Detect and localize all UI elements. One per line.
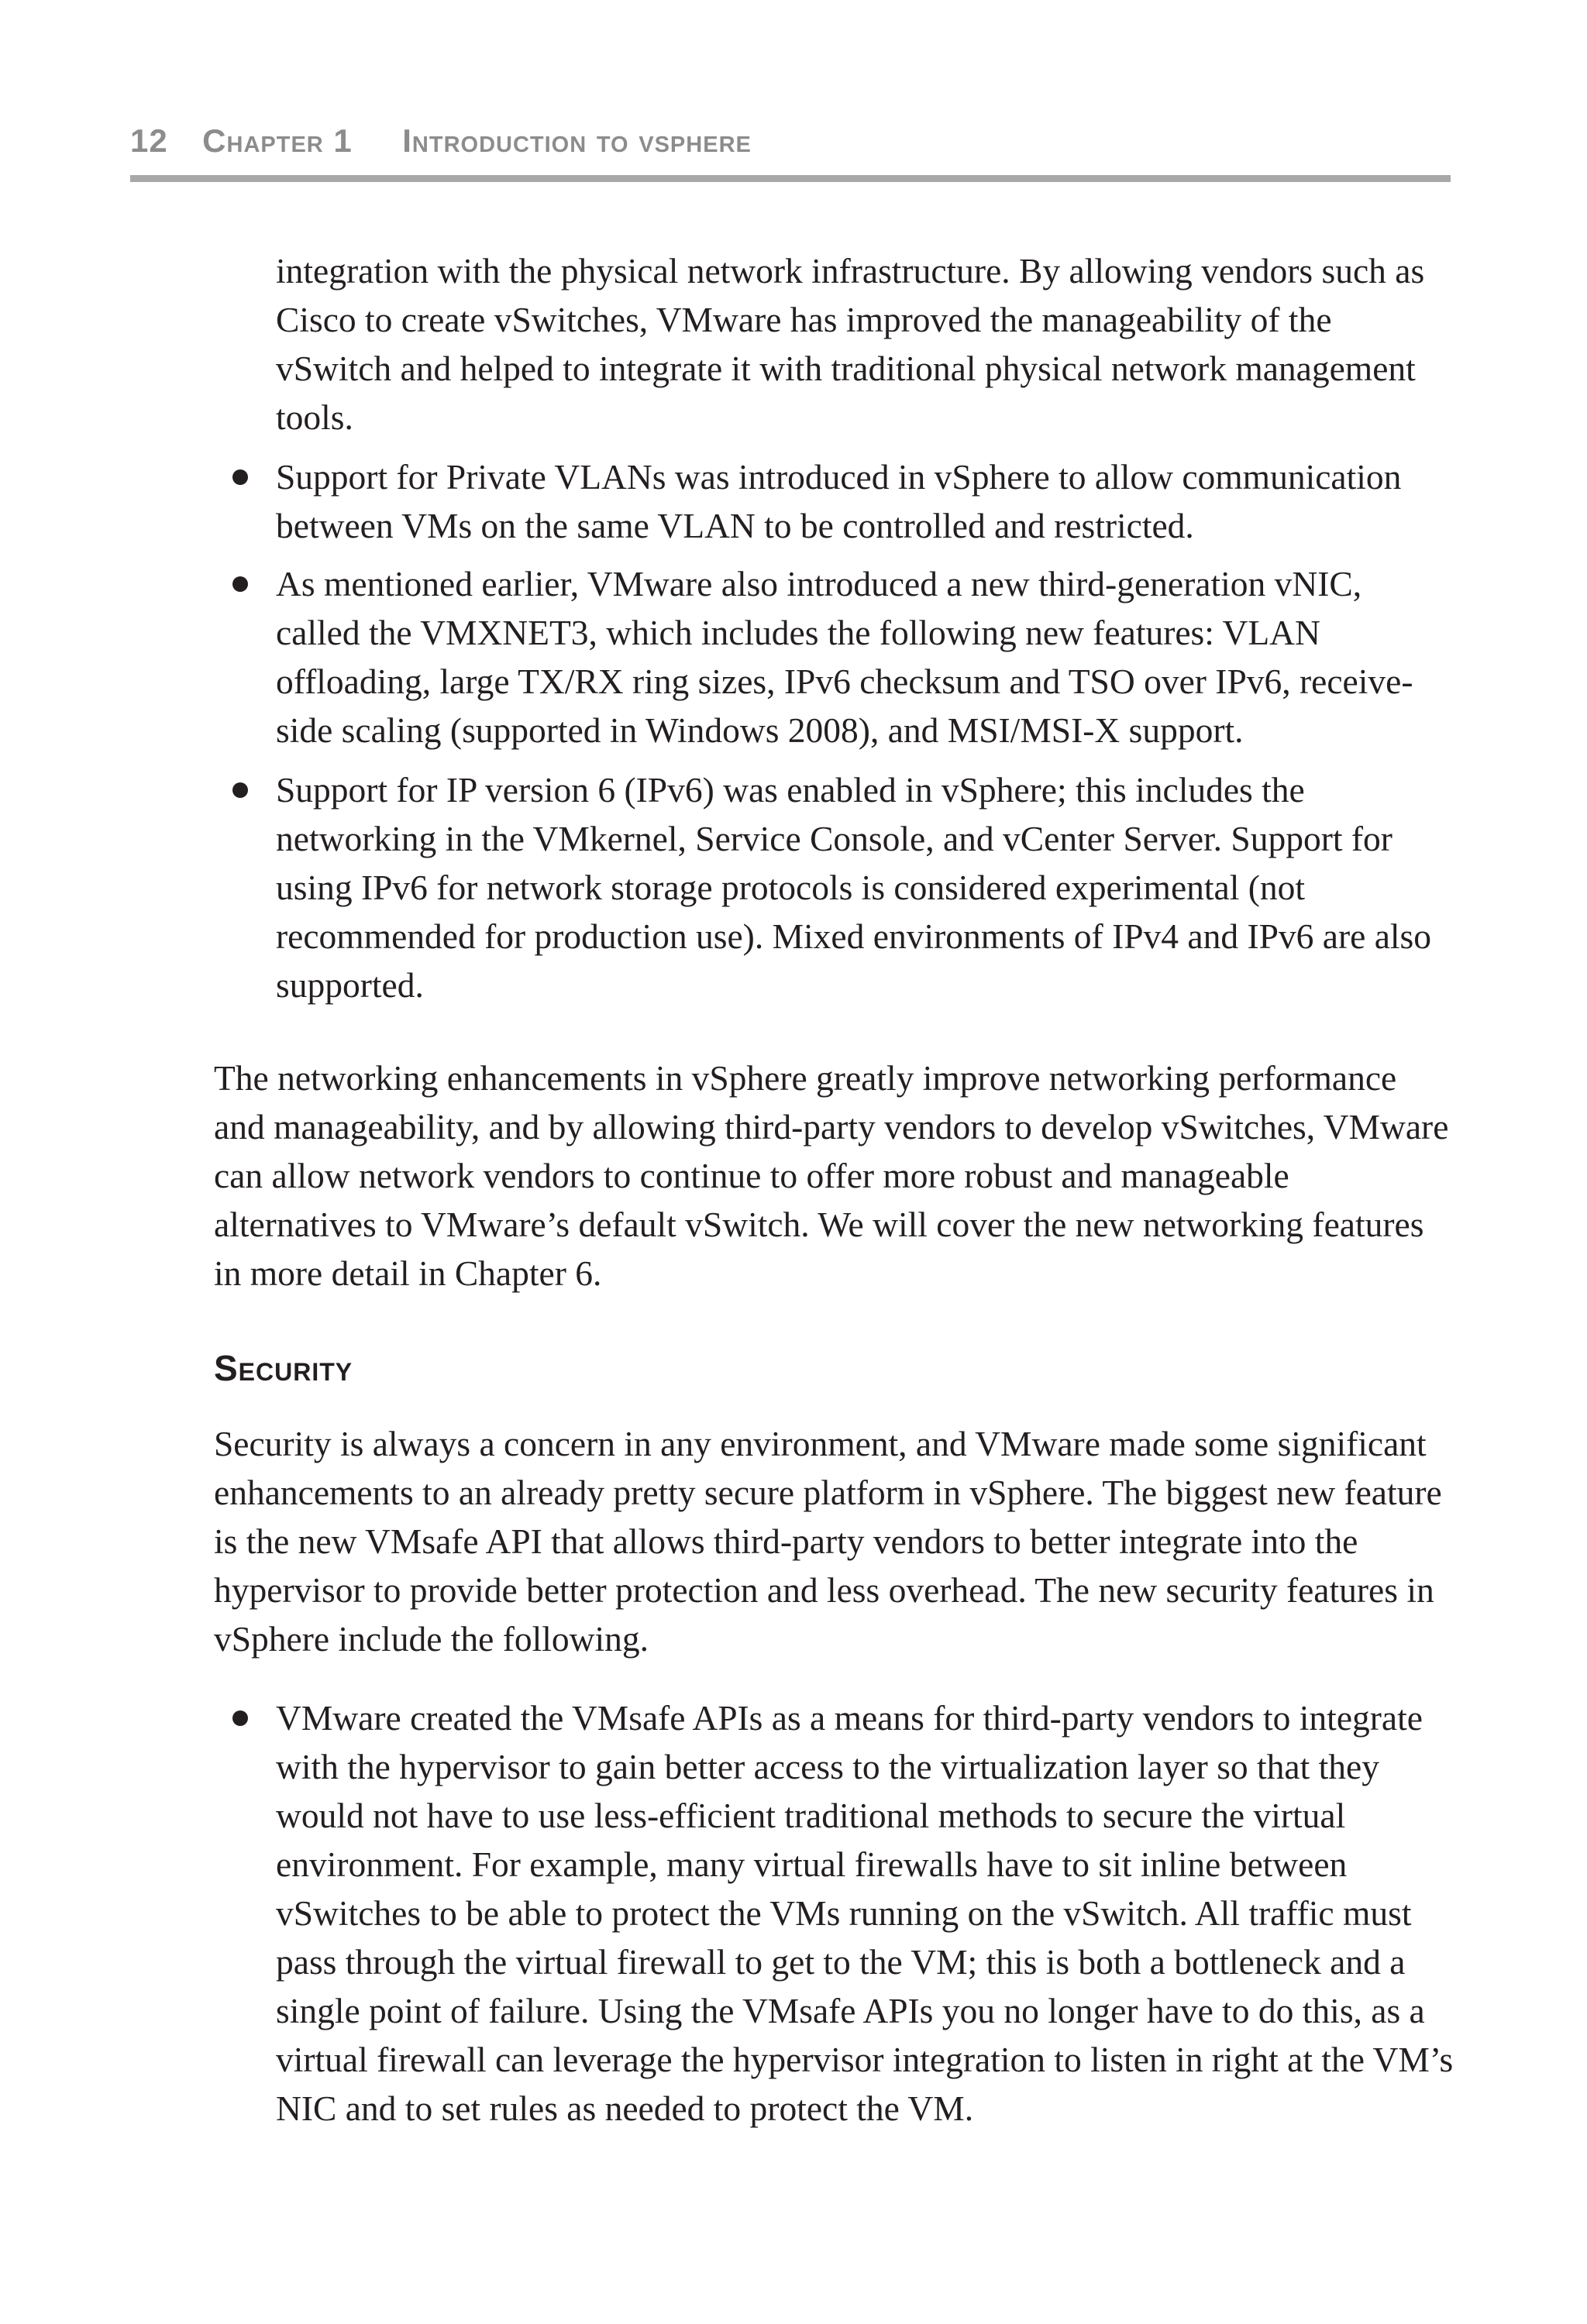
section-heading-security: Security bbox=[214, 1348, 353, 1388]
chapter-title: introduction to vsphere bbox=[402, 122, 752, 159]
security-intro-paragraph: Security is always a concern in any environment, and VMware made some significant enhancements to an already pretty secure platform in vSphere. The biggest new feature is the new VMsafe API that allows third-party vendors to better integrate into the hypervisor to provide better protection and less overhead. The new security features in vSphere include the following. bbox=[214, 1424, 1442, 1659]
bullet-text: Support for Private VLANs was introduced in vSphere to allow communication between VMs on the same VLAN to be controlled and restricted. bbox=[276, 457, 1402, 545]
chapter-label: chapter 1 bbox=[202, 122, 353, 159]
networking-summary-paragraph: The networking enhancements in vSphere greatly improve networking performance and manageability, and by allowing third-party vendors to develop vSwitches, VMware can allow network vendors to continue to offer more robust and manageable alternatives to VMware’s default vSwitch. We will cover the new networking features in more detail in Chapter 6. bbox=[214, 1058, 1449, 1293]
running-header bbox=[130, 122, 1451, 160]
bullet-dot-icon bbox=[232, 576, 248, 592]
bullet-text: Support for IP version 6 (IPv6) was enabled in vSphere; this includes the networking in the VMkernel, Service Console, and vCenter Server. Support for using IPv6 for network storage protocols is considered experimental (not recommended for production use). Mixed environments of IPv4 and IPv6 are also supported. bbox=[276, 770, 1432, 1005]
bullet-text: VMware created the VMsafe APIs as a means for third-party vendors to integrate with the hypervisor to gain better access to the virtualization layer so that they would not have to use less-efficient traditional methods to secure the virtual environment. For example, many virtual firewalls have to sit inline between vSwitches to be able to protect the VMs running on the vSwitch. All traffic must pass through the virtual firewall to get to the VM; this is both a bottleneck and a single point of failure. Using the VMsafe APIs you no longer have to do this, as a virtual firewall can leverage the hypervisor integration to listen in right at the VM’s NIC and to set rules as needed to protect the VM. bbox=[276, 1698, 1454, 2128]
header-rule bbox=[130, 175, 1451, 182]
bullet-dot-icon bbox=[232, 782, 248, 798]
bullet-text: As mentioned earlier, VMware also introduced a new third-generation vNIC, called the VMXNET3, which includes the following new features: VLAN offloading, large TX/RX ring sizes, IPv6 checksum and TSO over IPv6, receive-side scaling (supported in Windows 2008), and MSI/MSI-X support. bbox=[276, 564, 1413, 750]
page-number: 12 bbox=[130, 122, 168, 159]
bullet-dot-icon bbox=[232, 469, 248, 485]
continuation-paragraph: integration with the physical network infrastructure. By allowing vendors such as Cisco to create vSwitches, VMware has improved the manageability of the vSwitch and helped to integrate it with traditional physical network management tools. bbox=[276, 251, 1425, 437]
bullet-dot-icon bbox=[232, 1710, 248, 1726]
